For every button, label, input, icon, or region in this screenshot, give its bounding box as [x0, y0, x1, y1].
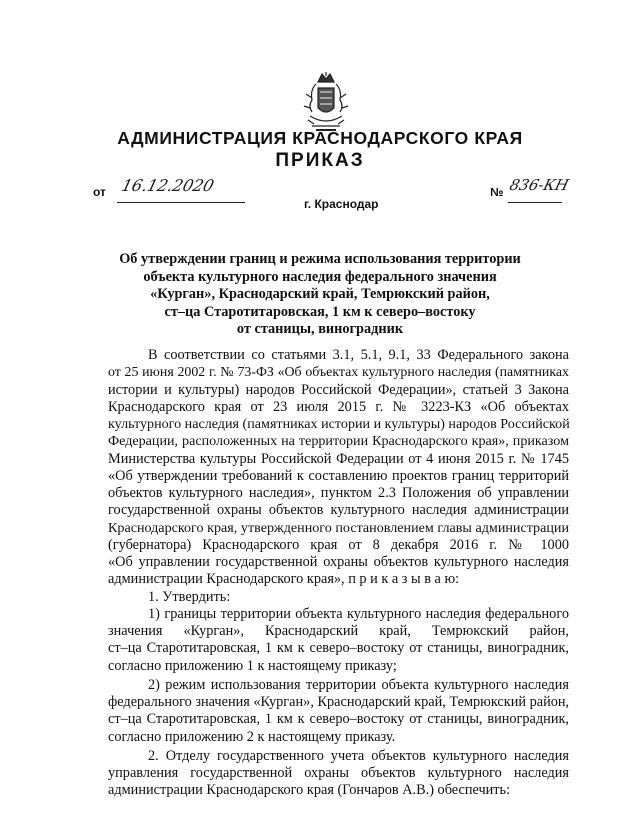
paragraph-item-2: [108, 748, 569, 800]
text-line: государственной охраны объектов культурного наследия администрации: [108, 502, 569, 519]
number-underline: [508, 202, 562, 203]
number-prefix: №: [490, 185, 504, 199]
text-line: от 25 июня 2002 г. № 73-ФЗ «Об объектах культурного наследия (памятниках: [108, 365, 569, 381]
text-line: 2. Отделу государственного учета объектов культурного наследия: [148, 747, 569, 764]
text-line: согласно приложению 2 к настоящему приказу.: [108, 728, 396, 745]
date-underline: [117, 202, 245, 203]
krasnodar-coat-of-arms-icon: [300, 70, 352, 136]
text-line: федерального значения «Курган», Краснодарский край, Темрюкский район,: [108, 694, 570, 710]
text-line: культурного наследия (памятниках истории и культуры) народов Российской: [108, 416, 570, 432]
document-body: [108, 347, 569, 800]
text-line: администрации Краснодарского края», п р и к а з ы в а ю:: [108, 571, 460, 588]
text-line: 2) режим использования территории объекта культурного наследия: [148, 676, 569, 693]
organization-name: АДМИНИСТРАЦИЯ КРАСНОДАРСКОГО КРАЯ: [117, 128, 523, 148]
text-line: В соответствии со статьями 3.1, 5.1, 9.1, 33 Федерального закона: [148, 347, 569, 363]
text-line: «Об утверждении требований к составлению проектов границ территорий: [108, 467, 569, 484]
text-line: Краснодарского края, утвержденного постановлением главы администрации: [108, 519, 569, 536]
paragraph-preamble: [108, 347, 569, 589]
text-line: управления государственной охраны объектов культурного наследия: [108, 765, 569, 781]
city: г. Краснодар: [304, 197, 379, 211]
text-line: Федерации, расположенных на территории Краснодарского края», приказом: [108, 433, 569, 450]
date-handwritten: 16.12.2020: [119, 176, 216, 195]
paragraph-item-1: [108, 589, 569, 606]
title-line: объекта культурного наследия федерального значения: [143, 268, 497, 285]
title-line: «Курган», Краснодарский край, Темрюкский район,: [150, 286, 490, 302]
number-handwritten: 836-КН: [507, 176, 571, 194]
text-line: Краснодарского края от 23 июля 2015 г. № 3223-КЗ «Об объектах: [108, 398, 569, 415]
text-line: значения «Курган», Краснодарский край, Темрюкский район,: [108, 623, 569, 639]
title-line: Об утверждении границ и режима использования территории: [119, 251, 521, 267]
text-line: (губернатора) Краснодарского края от 8 декабря 2016 г. № 1000: [108, 536, 569, 553]
date-prefix: от: [93, 185, 106, 199]
text-line: объектов культурного наследия», пунктом 2.3 Положения об управлении: [108, 485, 569, 501]
text-line: 1. Утвердить:: [148, 588, 231, 605]
paragraph-item-1-2: [108, 677, 569, 746]
paragraph-item-1-1: [108, 606, 569, 675]
text-line: ст–ца Старотитаровская, 1 км к северо–востоку от станицы, виноградник,: [108, 711, 569, 728]
text-line: «Об управлении государственной охраны объектов культурного наследия: [108, 554, 569, 570]
text-line: 1) границы территории объекта культурного наследия федерального: [148, 605, 569, 622]
document-type: ПРИКАЗ: [275, 150, 365, 171]
title-line: от станицы, виноградник: [236, 321, 404, 337]
text-line: согласно приложению 1 к настоящему приказу;: [108, 657, 397, 674]
text-line: Министерства культуры Российской Федерации от 4 июня 2015 г. № 1745: [108, 450, 569, 467]
text-line: администрации Краснодарского края (Гончаров А.В.) обеспечить:: [108, 782, 511, 799]
text-line: ст–ца Старотитаровская, 1 км к северо–востоку от станицы, виноградник,: [108, 640, 569, 657]
document-title: [110, 251, 530, 339]
title-line: ст–ца Старотитаровская, 1 км к северо–востоку: [164, 303, 476, 320]
text-line: истории и культуры) народов Российской Федерации», статьей 3 Закона: [108, 381, 569, 398]
